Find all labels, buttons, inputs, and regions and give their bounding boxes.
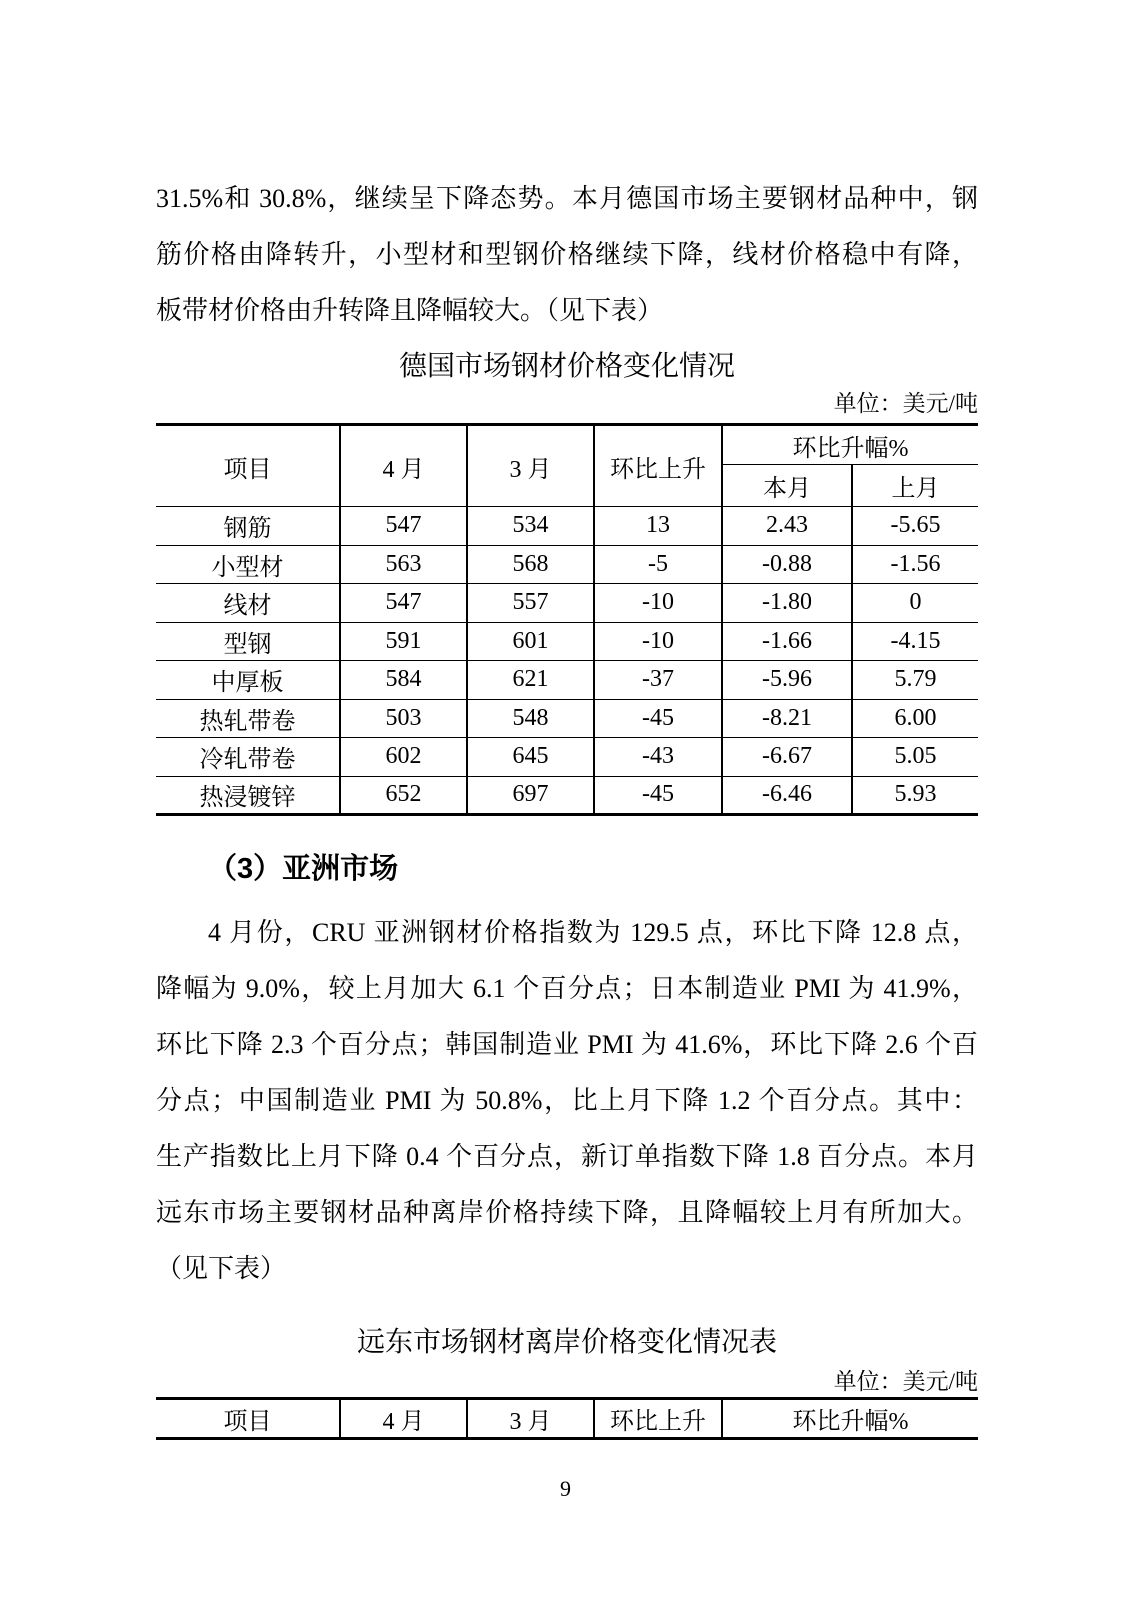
- table-cell: 6.00: [852, 699, 978, 738]
- table-cell: 584: [340, 661, 467, 700]
- table-cell: 5.79: [852, 661, 978, 700]
- table-cell: -45: [594, 699, 722, 738]
- fareast-price-table: [156, 1397, 978, 1440]
- table-cell: -0.88: [722, 545, 852, 584]
- table-cell: 冷轧带卷: [156, 738, 340, 777]
- table-cell: 645: [467, 738, 594, 777]
- table-cell: 503: [340, 699, 467, 738]
- table-cell: 线材: [156, 584, 340, 623]
- column-header-april: 4 月: [340, 425, 467, 507]
- table-cell: 534: [467, 507, 594, 546]
- table-cell: 中厚板: [156, 661, 340, 700]
- table-cell: -37: [594, 661, 722, 700]
- paragraph-line: 降幅为 9.0%，较上月加大 6.1 个百分点；日本制造业 PMI 为 41.9%，: [156, 974, 978, 1003]
- table-cell: -10: [594, 584, 722, 623]
- paragraph-line: 4 月份，CRU 亚洲钢材价格指数为 129.5 点，环比下降 12.8 点，: [208, 918, 978, 947]
- german-table-title: 德国市场钢材价格变化情况: [398, 351, 735, 382]
- table-cell: 557: [467, 584, 594, 623]
- table-cell: -5: [594, 545, 722, 584]
- german-table-wrapper: [156, 423, 978, 816]
- table-cell: -43: [594, 738, 722, 777]
- table-cell: 601: [467, 622, 594, 661]
- german-table-unit-label: 单位：美元/吨: [833, 391, 978, 416]
- table-cell: -10: [594, 622, 722, 661]
- table-row: [156, 507, 978, 546]
- table-cell: 591: [340, 622, 467, 661]
- column-header-this-month: 本月: [722, 465, 852, 507]
- german-price-table: [156, 423, 978, 816]
- fareast-table-wrapper: [156, 1397, 978, 1440]
- table-cell: 568: [467, 545, 594, 584]
- table-cell: 型钢: [156, 622, 340, 661]
- paragraph-line: 生产指数比上月下降 0.4 个百分点，新订单指数下降 1.8 百分点。本月: [156, 1142, 978, 1171]
- section-heading-asian-market: （3）亚洲市场: [208, 853, 399, 885]
- table-cell: 547: [340, 584, 467, 623]
- column-header-mom-pct: 环比升幅%: [792, 1409, 909, 1435]
- table-cell: -45: [594, 776, 722, 815]
- table-row: [156, 776, 978, 815]
- column-header-march: 3 月: [467, 425, 594, 507]
- table-cell: 小型材: [156, 545, 340, 584]
- table-cell: 563: [340, 545, 467, 584]
- table-cell: 602: [340, 738, 467, 777]
- table-row: [156, 661, 978, 700]
- column-header-mom-change: 环比上升: [594, 1399, 722, 1439]
- table-cell: 621: [467, 661, 594, 700]
- table-cell: 2.43: [722, 507, 852, 546]
- table-header-row: [156, 425, 978, 465]
- table-row: [156, 584, 978, 623]
- table-cell: 652: [340, 776, 467, 815]
- column-header-item: 项目: [156, 425, 340, 507]
- paragraph-line: 环比下降 2.3 个百分点；韩国制造业 PMI 为 41.6%，环比下降 2.6 个百: [156, 1030, 978, 1059]
- paragraph-line: 远东市场主要钢材品种离岸价格持续下降，且降幅较上月有所加大。: [156, 1198, 978, 1227]
- paragraph-asian-market: [156, 905, 978, 1297]
- paragraph-line: 31.5%和 30.8%，继续呈下降态势。本月德国市场主要钢材品种中，钢: [156, 184, 978, 213]
- table-row: [156, 699, 978, 738]
- paragraph-line: （见下表）: [156, 1254, 287, 1283]
- column-header-mom-pct: 环比升幅%: [722, 425, 978, 465]
- table-cell: 13: [594, 507, 722, 546]
- fareast-table-title: 远东市场钢材离岸价格变化情况表: [356, 1327, 777, 1358]
- paragraph-german-market: [156, 171, 978, 339]
- table-row: [156, 738, 978, 777]
- table-cell: -8.21: [722, 699, 852, 738]
- paragraph-line: 板带材价格由升转降且降幅较大。（见下表）: [156, 296, 664, 325]
- table-cell: 热浸镀锌: [156, 776, 340, 815]
- paragraph-line: 分点；中国制造业 PMI 为 50.8%，比上月下降 1.2 个百分点。其中：: [156, 1086, 978, 1115]
- table-cell: 5.93: [852, 776, 978, 815]
- table-cell: -1.80: [722, 584, 852, 623]
- fareast-table-unit-label: 单位：美元/吨: [833, 1369, 978, 1394]
- table-cell: -5.96: [722, 661, 852, 700]
- table-cell: 钢筋: [156, 507, 340, 546]
- column-header-march: 3 月: [467, 1399, 594, 1439]
- column-header-mom-change: 环比上升: [594, 425, 722, 507]
- table-row: [156, 545, 978, 584]
- table-cell: -1.66: [722, 622, 852, 661]
- table-cell: 548: [467, 699, 594, 738]
- german-table-body: [156, 507, 978, 815]
- table-header-row: [156, 1399, 978, 1439]
- table-cell: -6.46: [722, 776, 852, 815]
- column-header-last-month: 上月: [891, 476, 940, 502]
- column-header-item: 项目: [156, 1399, 340, 1439]
- column-header-april: 4 月: [340, 1399, 467, 1439]
- table-cell: 5.05: [852, 738, 978, 777]
- table-row: [156, 622, 978, 661]
- table-cell: -5.65: [852, 507, 978, 546]
- table-cell: 697: [467, 776, 594, 815]
- page-number: 9: [560, 1476, 571, 1501]
- paragraph-line: 筋价格由降转升，小型材和型钢价格继续下降，线材价格稳中有降，: [156, 240, 978, 269]
- table-cell: 热轧带卷: [156, 699, 340, 738]
- table-cell: 0: [852, 584, 978, 623]
- table-cell: -6.67: [722, 738, 852, 777]
- table-cell: -1.56: [852, 545, 978, 584]
- table-cell: -4.15: [852, 622, 978, 661]
- table-cell: 547: [340, 507, 467, 546]
